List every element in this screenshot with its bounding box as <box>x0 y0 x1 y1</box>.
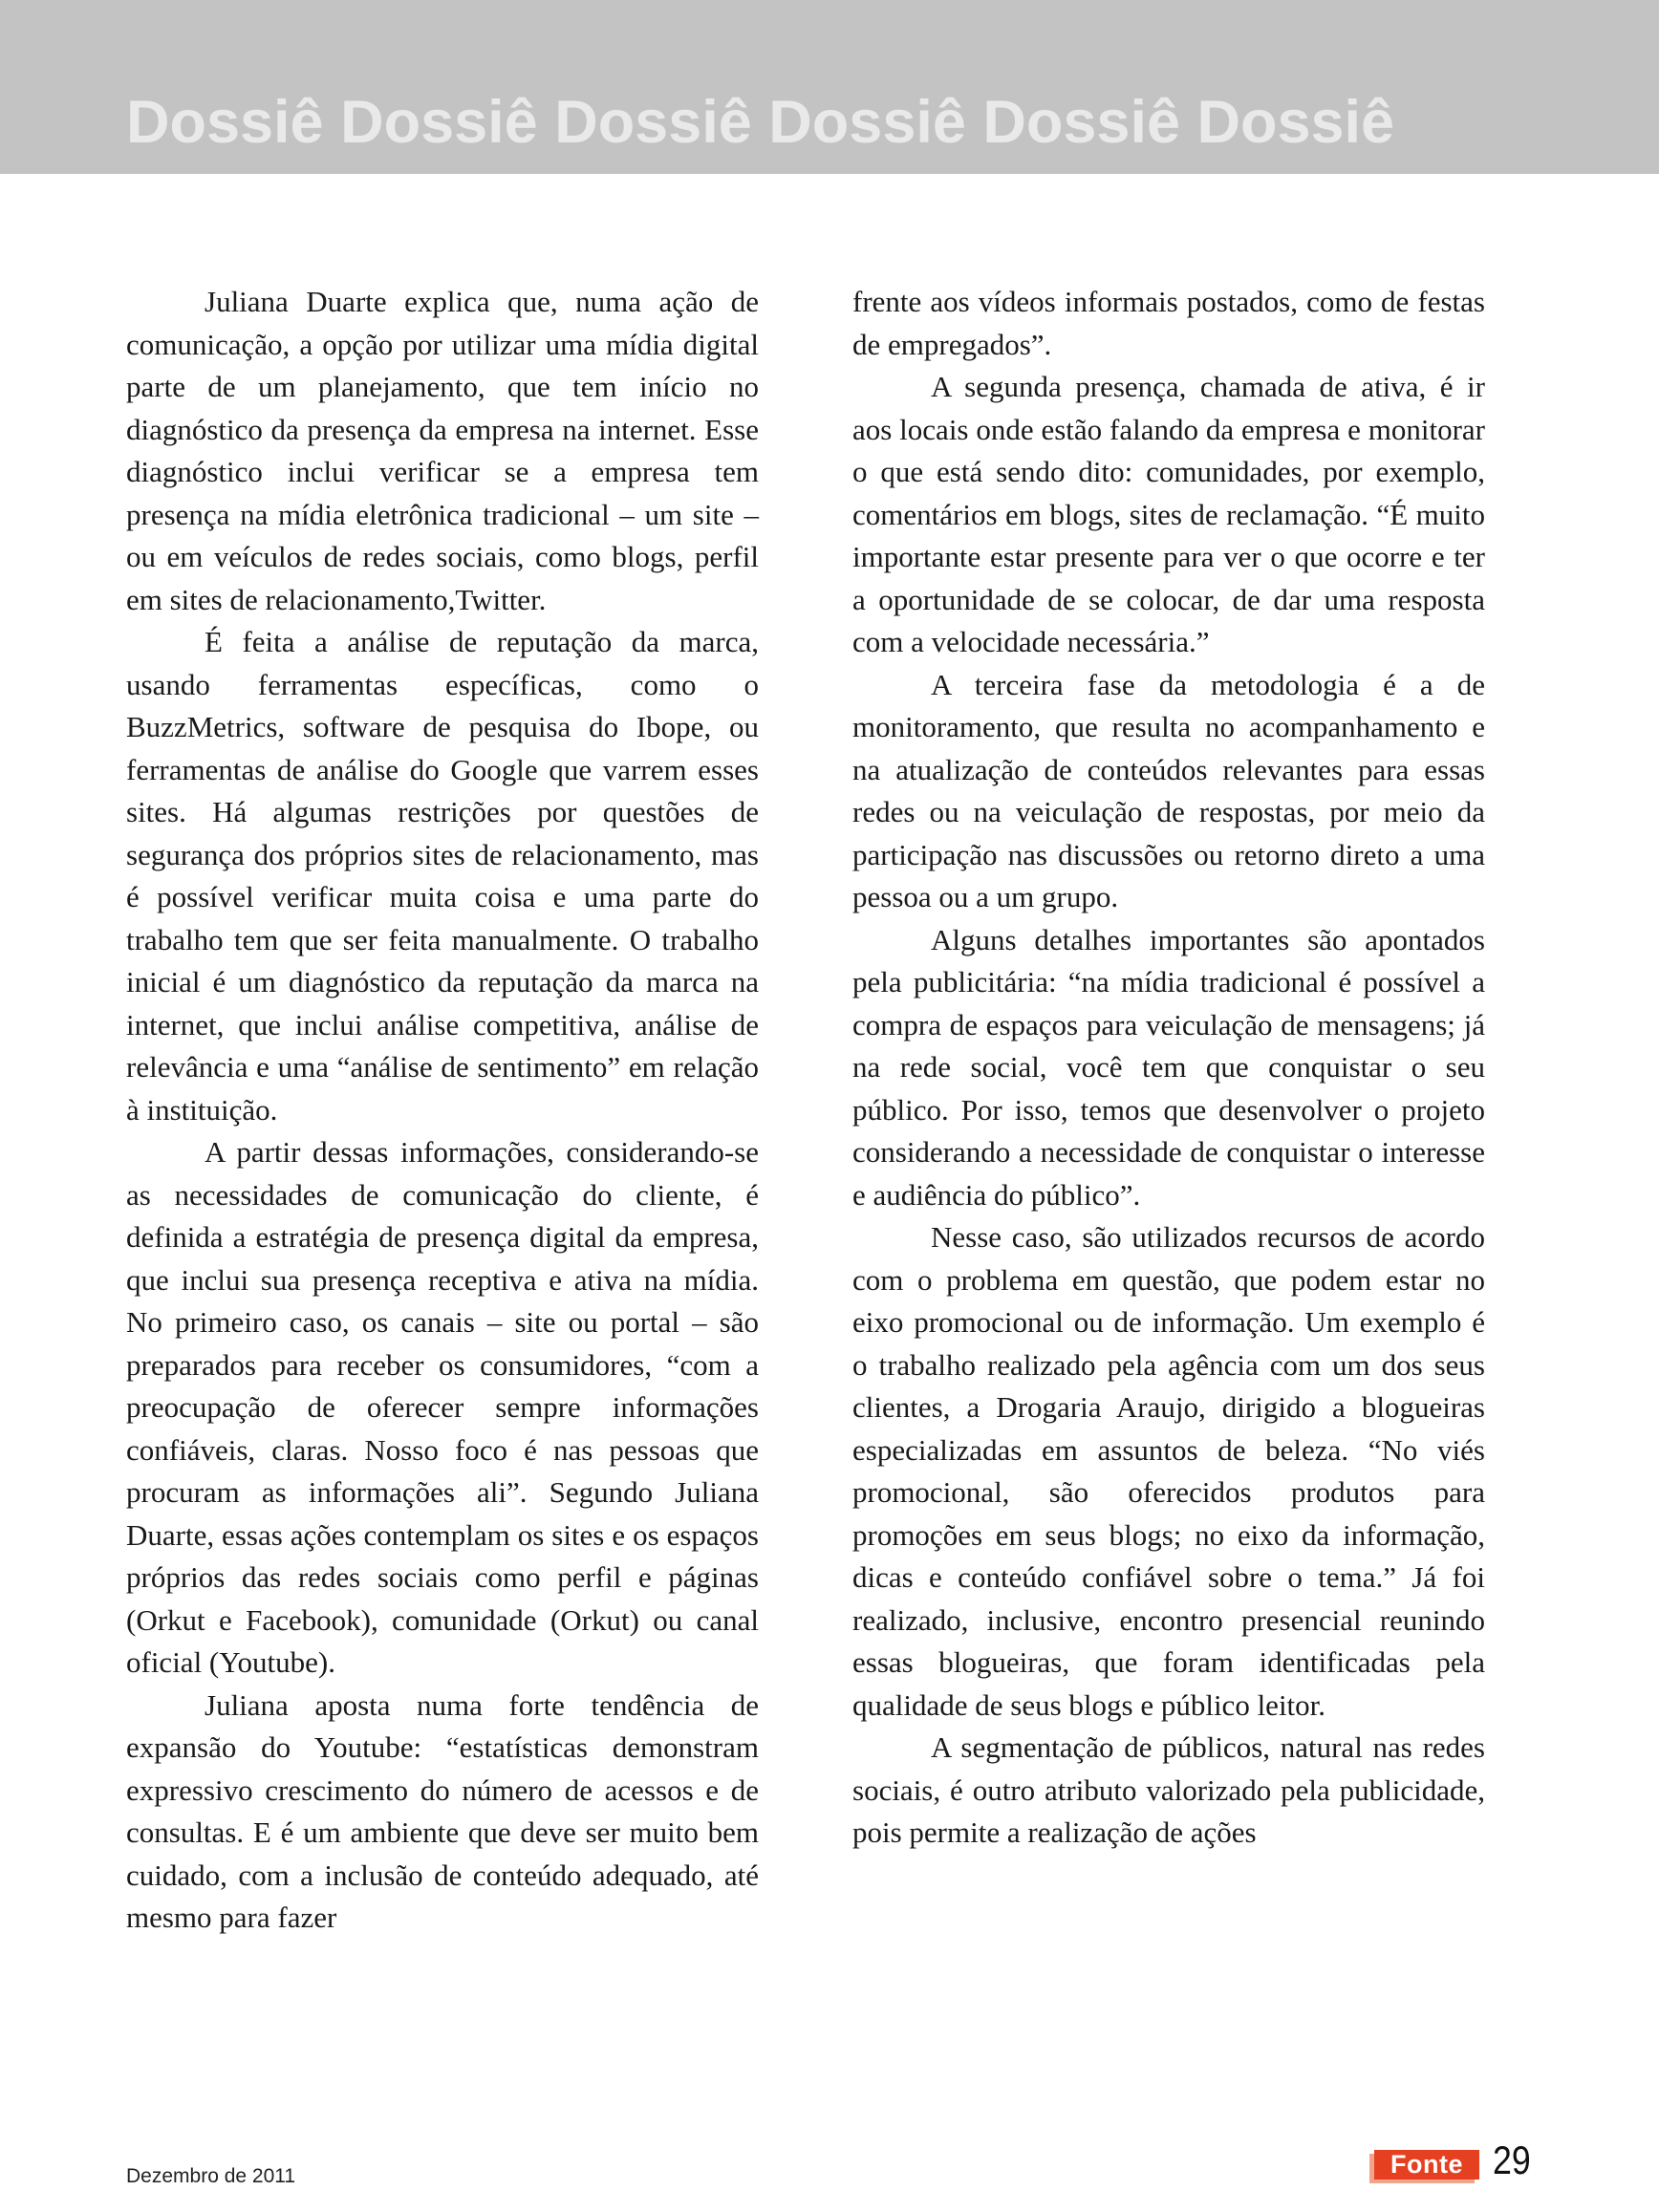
section-header-title: Dossiê Dossiê Dossiê Dossiê Dossiê Dossiê <box>126 89 1395 156</box>
paragraph: Alguns detalhes importantes são apontados pela publicitária: “na mídia tradicional é possível a compra de espaços para veiculação de mensagens; já na rede social, você tem que conquistar o seu público. Por isso, temos que desenvolver o projeto considerando a necessidade de conquistar o interesse e audiência do público”. <box>852 922 1485 1212</box>
paragraph: Nesse caso, são utilizados recursos de acordo com o problema em questão, que podem estar no eixo promocional ou de informação. Um exemplo é o trabalho realizado pela agência com um dos seus clientes, a Drogaria Araujo, dirigido a blogueiras especializadas em assuntos de beleza. “No viés promocional, são oferecidos produtos para promoções em seus blogs; no eixo da informação, dicas e conteúdo confiável sobre o tema.” Já foi realizado, inclusive, encontro presencial reunindo essas blogueiras, que foram identificadas pela qualidade de seus blogs e público leitor. <box>852 1220 1485 1722</box>
footer-date: Dezembro de 2011 <box>126 2165 296 2187</box>
paragraph: Juliana Duarte explica que, numa ação de comunicação, a opção por utilizar uma mídia digital parte de um planejamento, que tem início no diagnóstico da presença da empresa na internet. Esse diagnóstico inclui verificar se a empresa tem presença na mídia eletrônica tradicional – um site – ou em veículos de redes sociais, como blogs, perfil em sites de relacionamento,Twitter. <box>126 285 759 616</box>
paragraph: É feita a análise de reputação da marca, usando ferramentas específicas, como o BuzzMetrics, software de pesquisa do Ibope, ou ferramentas de análise do Google que varrem esses sites. Há algumas restrições por questões de segurança dos próprios sites de relacionamento, mas é possível verificar muita coisa e uma parte do trabalho tem que ser feita manualmente. O trabalho inicial é um diagnóstico da reputação da marca na internet, que inclui análise competitiva, análise de relevância e uma “análise de sentimento” em relação à instituição. <box>126 625 759 1127</box>
brand-logo: Fonte <box>1374 2150 1479 2180</box>
paragraph: Juliana aposta numa forte tendência de expansão do Youtube: “estatísticas demonstram expressivo crescimento do número de acessos e de consultas. E é um ambiente que deve ser muito bem cuidado, com a inclusão de conteúdo adequado, até mesmo para fazer <box>126 1687 759 1934</box>
paragraph-continued: frente aos vídeos informais postados, como de festas de empregados”. <box>852 285 1485 361</box>
paragraph: A terceira fase da metodologia é a de monitoramento, que resulta no acompanhamento e na atualização de conteúdos relevantes para essas redes ou na veiculação de respostas, por meio da participação nas discussões ou retorno direto a uma pessoa ou a um grupo. <box>852 667 1485 913</box>
page-number: 29 <box>1493 2137 1531 2182</box>
article-column-left <box>126 281 759 1940</box>
article-column-right <box>852 281 1485 1855</box>
header-band <box>0 0 1659 174</box>
paragraph: A segmentação de públicos, natural nas redes sociais, é outro atributo valorizado pela publicidade, pois permite a realização de ações <box>852 1730 1485 1849</box>
paragraph: A partir dessas informações, considerando-se as necessidades de comunicação do cliente, é definida a estratégia de presença digital da empresa, que inclui sua presença receptiva e ativa na mídia. No primeiro caso, os canais – site ou portal – são preparados para receber os consumidores, “com a preocupação de oferecer sempre informações confiáveis, claras. Nosso foco é nas pessoas que procuram as informações ali”. Segundo Juliana Duarte, essas ações contemplam os sites e os espaços próprios das redes sociais como perfil e páginas (Orkut e Facebook), comunidade (Orkut) ou canal oficial (Youtube). <box>126 1135 759 1679</box>
paragraph: A segunda presença, chamada de ativa, é ir aos locais onde estão falando da empresa e monitorar o que está sendo dito: comunidades, por exemplo, comentários em blogs, sites de reclamação. “É muito importante estar presente para ver o que ocorre e ter a oportunidade de se colocar, de dar uma resposta com a velocidade necessária.” <box>852 370 1485 658</box>
